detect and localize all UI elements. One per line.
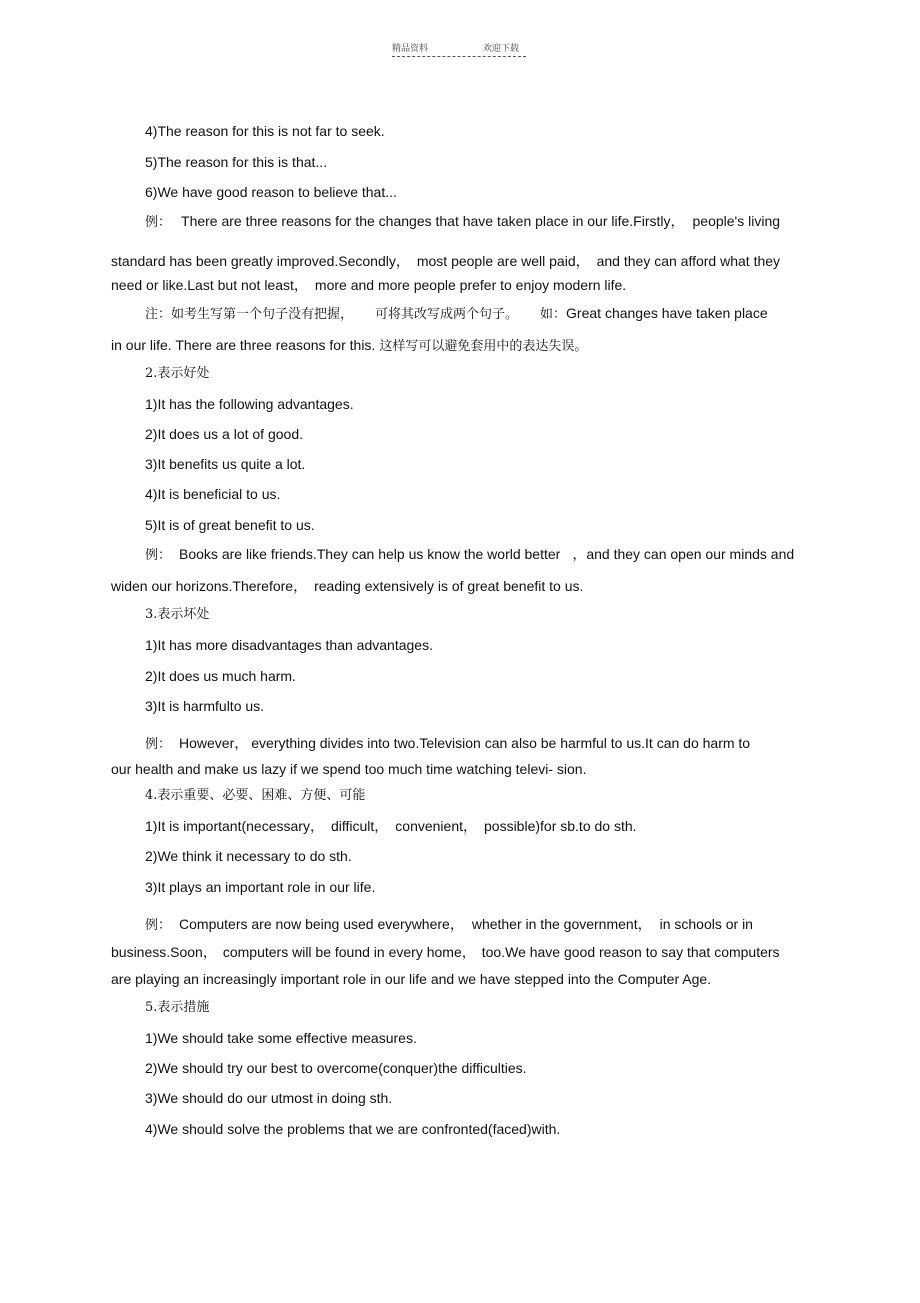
example-text: need or like.Last but not least， <box>111 277 308 293</box>
note-text: 如： <box>540 307 567 322</box>
example-text: However， <box>179 735 249 751</box>
example-text: There are three reasons for the changes that have taken place in our life.Firstly， <box>181 213 685 229</box>
example-text: Computers are now being used everywhere， <box>179 916 464 932</box>
example-text: ，and they can open our minds and <box>572 546 795 562</box>
example-text: everything divides into two.Television can also be harmful to us.It can do harm to <box>251 735 751 751</box>
phrase-line: 6)We have good reason to believe that... <box>145 184 397 200</box>
section-heading: 2.表示好处 <box>145 366 210 381</box>
example-text: in schools or in <box>659 916 753 932</box>
example-line <box>111 577 583 595</box>
note-text: in our life. There are three reasons for this. <box>111 337 376 353</box>
example-text: Books are like friends.They can help us know the world better <box>179 546 561 562</box>
note-line <box>111 336 587 356</box>
example-line: our health and make us lazy if we spend too much time watching televi- sion. <box>111 761 587 777</box>
phrase-line: 4)It is beneficial to us. <box>145 486 281 502</box>
example-text: and they can afford what they <box>596 253 781 269</box>
example-line: are playing an increasingly important role in our life and we have stepped into the Computer Age. <box>111 971 712 987</box>
phrase-text: possible)for sb.to do sth. <box>484 818 637 834</box>
example-line <box>145 915 753 935</box>
header-left-text: 精品资料 <box>392 44 429 54</box>
phrase-line <box>145 817 637 835</box>
example-line <box>145 545 794 565</box>
example-text: standard has been greatly improved.Secondly， <box>111 253 410 269</box>
note-text: 注：如考生写第一个句子没有把握， <box>145 307 354 322</box>
phrase-line: 1)We should take some effective measures. <box>145 1030 417 1046</box>
example-line <box>111 943 780 961</box>
example-text: widen our horizons.Therefore， <box>111 578 308 594</box>
note-text: 可将其改写成两个句子。 <box>375 307 519 322</box>
phrase-line: 2)We should try our best to overcome(conquer)the difficulties. <box>145 1060 527 1076</box>
example-text: too.We have good reason to say that computers <box>481 944 780 960</box>
phrase-line: 2)It does us a lot of good. <box>145 426 303 442</box>
phrase-line: 3)It plays an important role in our life. <box>145 879 376 895</box>
example-label: 例： <box>145 548 172 563</box>
example-label: 例： <box>145 918 172 933</box>
example-text: computers will be found in every home， <box>222 944 476 960</box>
example-line <box>111 276 626 294</box>
header-rule <box>392 56 526 57</box>
example-label: 例： <box>145 215 172 230</box>
phrase-line: 5)It is of great benefit to us. <box>145 517 315 533</box>
section-heading: 3.表示坏处 <box>145 607 210 622</box>
phrase-line: 2)We think it necessary to do sth. <box>145 848 352 864</box>
phrase-line: 5)The reason for this is that... <box>145 154 328 170</box>
note-text: 这样写可以避免套用中的表达失误。 <box>379 339 588 354</box>
example-text: business.Soon， <box>111 944 217 960</box>
example-label: 例： <box>145 737 172 752</box>
phrase-line: 3)It benefits us quite a lot. <box>145 456 306 472</box>
phrase-text: 1)It is important(necessary， <box>145 818 324 834</box>
note-text: Great changes have taken place <box>566 305 768 321</box>
phrase-text: difficult， <box>330 818 389 834</box>
note-line <box>145 304 768 324</box>
phrase-line: 2)It does us much harm. <box>145 668 296 684</box>
example-line <box>111 252 780 270</box>
phrase-line: 3)It is harmfulto us. <box>145 698 265 714</box>
example-text: more and more people prefer to enjoy modern life. <box>314 277 627 293</box>
phrase-line: 4)The reason for this is not far to seek. <box>145 123 385 139</box>
phrase-line: 1)It has more disadvantages than advantages. <box>145 637 433 653</box>
phrase-line: 1)It has the following advantages. <box>145 396 354 412</box>
section-heading: 5.表示措施 <box>145 1000 210 1015</box>
example-text: people's living <box>692 213 781 229</box>
example-line <box>145 734 750 754</box>
example-line <box>145 212 780 232</box>
example-text: most people are well paid， <box>416 253 590 269</box>
phrase-line: 3)We should do our utmost in doing sth. <box>145 1090 393 1106</box>
example-text: whether in the government， <box>471 916 652 932</box>
header-right-text: 欢迎下载 <box>483 44 520 54</box>
phrase-text: convenient， <box>395 818 477 834</box>
example-text: reading extensively is of great benefit to us. <box>314 578 584 594</box>
phrase-line: 4)We should solve the problems that we are confronted(faced)with. <box>145 1121 561 1137</box>
section-heading: 4.表示重要、必要、困难、方便、可能 <box>145 788 366 803</box>
